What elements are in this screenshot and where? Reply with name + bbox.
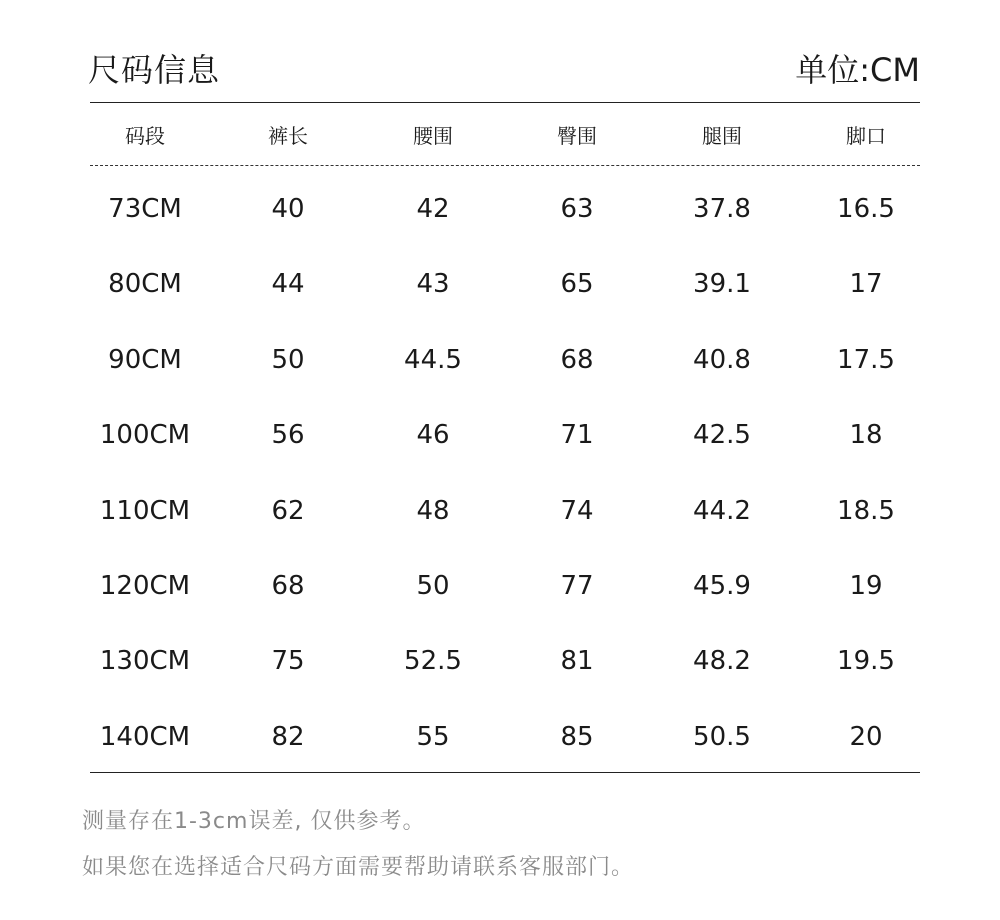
header-divider bbox=[90, 165, 920, 166]
table-row bbox=[0, 398, 1000, 473]
table-row bbox=[0, 624, 1000, 699]
cell-hip: 85 bbox=[560, 721, 594, 752]
cell-pant-length: 56 bbox=[271, 420, 305, 451]
cell-hip: 77 bbox=[560, 570, 594, 601]
cell-hip: 71 bbox=[560, 420, 594, 451]
cell-size: 100CM bbox=[99, 420, 191, 451]
cell-leg-opening: 18.5 bbox=[837, 495, 895, 526]
cell-hip: 65 bbox=[560, 269, 594, 300]
unit-label: 单位:CM bbox=[795, 51, 920, 89]
cell-size: 140CM bbox=[99, 721, 191, 752]
cell-size: 80CM bbox=[108, 269, 182, 300]
cell-leg-opening: 20 bbox=[849, 721, 883, 752]
header-hip: 臀围 bbox=[557, 124, 597, 148]
page-title: 尺码信息 bbox=[88, 51, 221, 89]
cell-thigh: 40.8 bbox=[693, 344, 751, 375]
cell-waist: 43 bbox=[416, 269, 450, 300]
cell-pant-length: 82 bbox=[271, 721, 305, 752]
cell-thigh: 42.5 bbox=[693, 420, 751, 451]
table-row bbox=[0, 700, 1000, 775]
cell-thigh: 48.2 bbox=[693, 646, 751, 677]
header-leg-opening: 脚口 bbox=[846, 124, 886, 148]
cell-size: 120CM bbox=[99, 570, 191, 601]
header-pant-length: 裤长 bbox=[268, 124, 308, 148]
cell-hip: 63 bbox=[560, 194, 594, 224]
cell-leg-opening: 17.5 bbox=[837, 344, 895, 375]
cell-waist: 50 bbox=[416, 570, 450, 601]
cell-pant-length: 40 bbox=[271, 194, 305, 224]
cell-pant-length: 62 bbox=[271, 495, 305, 526]
table-body bbox=[0, 172, 1000, 775]
table-row bbox=[0, 247, 1000, 322]
cell-hip: 74 bbox=[560, 495, 594, 526]
cell-pant-length: 50 bbox=[271, 344, 305, 375]
cell-leg-opening: 16.5 bbox=[837, 194, 895, 224]
table-header-row bbox=[0, 112, 1000, 160]
header-waist: 腰围 bbox=[413, 124, 453, 148]
cell-leg-opening: 18 bbox=[849, 420, 883, 451]
cell-hip: 68 bbox=[560, 344, 594, 375]
cell-size: 73CM bbox=[108, 194, 182, 224]
cell-pant-length: 75 bbox=[271, 646, 305, 677]
cell-waist: 42 bbox=[416, 194, 450, 224]
cell-waist: 55 bbox=[416, 721, 450, 752]
header-thigh: 腿围 bbox=[702, 124, 742, 148]
cell-thigh: 39.1 bbox=[693, 269, 751, 300]
table-bottom-rule bbox=[90, 772, 920, 773]
help-note: 如果您在选择适合尺码方面需要帮助请联系客服部门。 bbox=[82, 855, 635, 880]
cell-size: 90CM bbox=[108, 344, 182, 375]
cell-hip: 81 bbox=[560, 646, 594, 677]
cell-thigh: 50.5 bbox=[693, 721, 751, 752]
cell-size: 110CM bbox=[99, 495, 191, 526]
measurement-note: 测量存在1-3cm误差, 仅供参考。 bbox=[82, 809, 426, 834]
table-row bbox=[0, 323, 1000, 398]
cell-waist: 44.5 bbox=[404, 344, 462, 375]
cell-thigh: 45.9 bbox=[693, 570, 751, 601]
cell-waist: 52.5 bbox=[404, 646, 462, 677]
table-row bbox=[0, 172, 1000, 247]
cell-pant-length: 44 bbox=[271, 269, 305, 300]
cell-leg-opening: 19.5 bbox=[837, 646, 895, 677]
cell-leg-opening: 17 bbox=[849, 269, 883, 300]
cell-waist: 46 bbox=[416, 420, 450, 451]
cell-waist: 48 bbox=[416, 495, 450, 526]
header-size: 码段 bbox=[125, 124, 165, 148]
cell-leg-opening: 19 bbox=[849, 570, 883, 601]
table-top-rule bbox=[90, 102, 920, 103]
cell-thigh: 44.2 bbox=[693, 495, 751, 526]
cell-size: 130CM bbox=[99, 646, 191, 677]
cell-pant-length: 68 bbox=[271, 570, 305, 601]
table-row bbox=[0, 474, 1000, 549]
cell-thigh: 37.8 bbox=[693, 194, 751, 224]
table-row bbox=[0, 549, 1000, 624]
